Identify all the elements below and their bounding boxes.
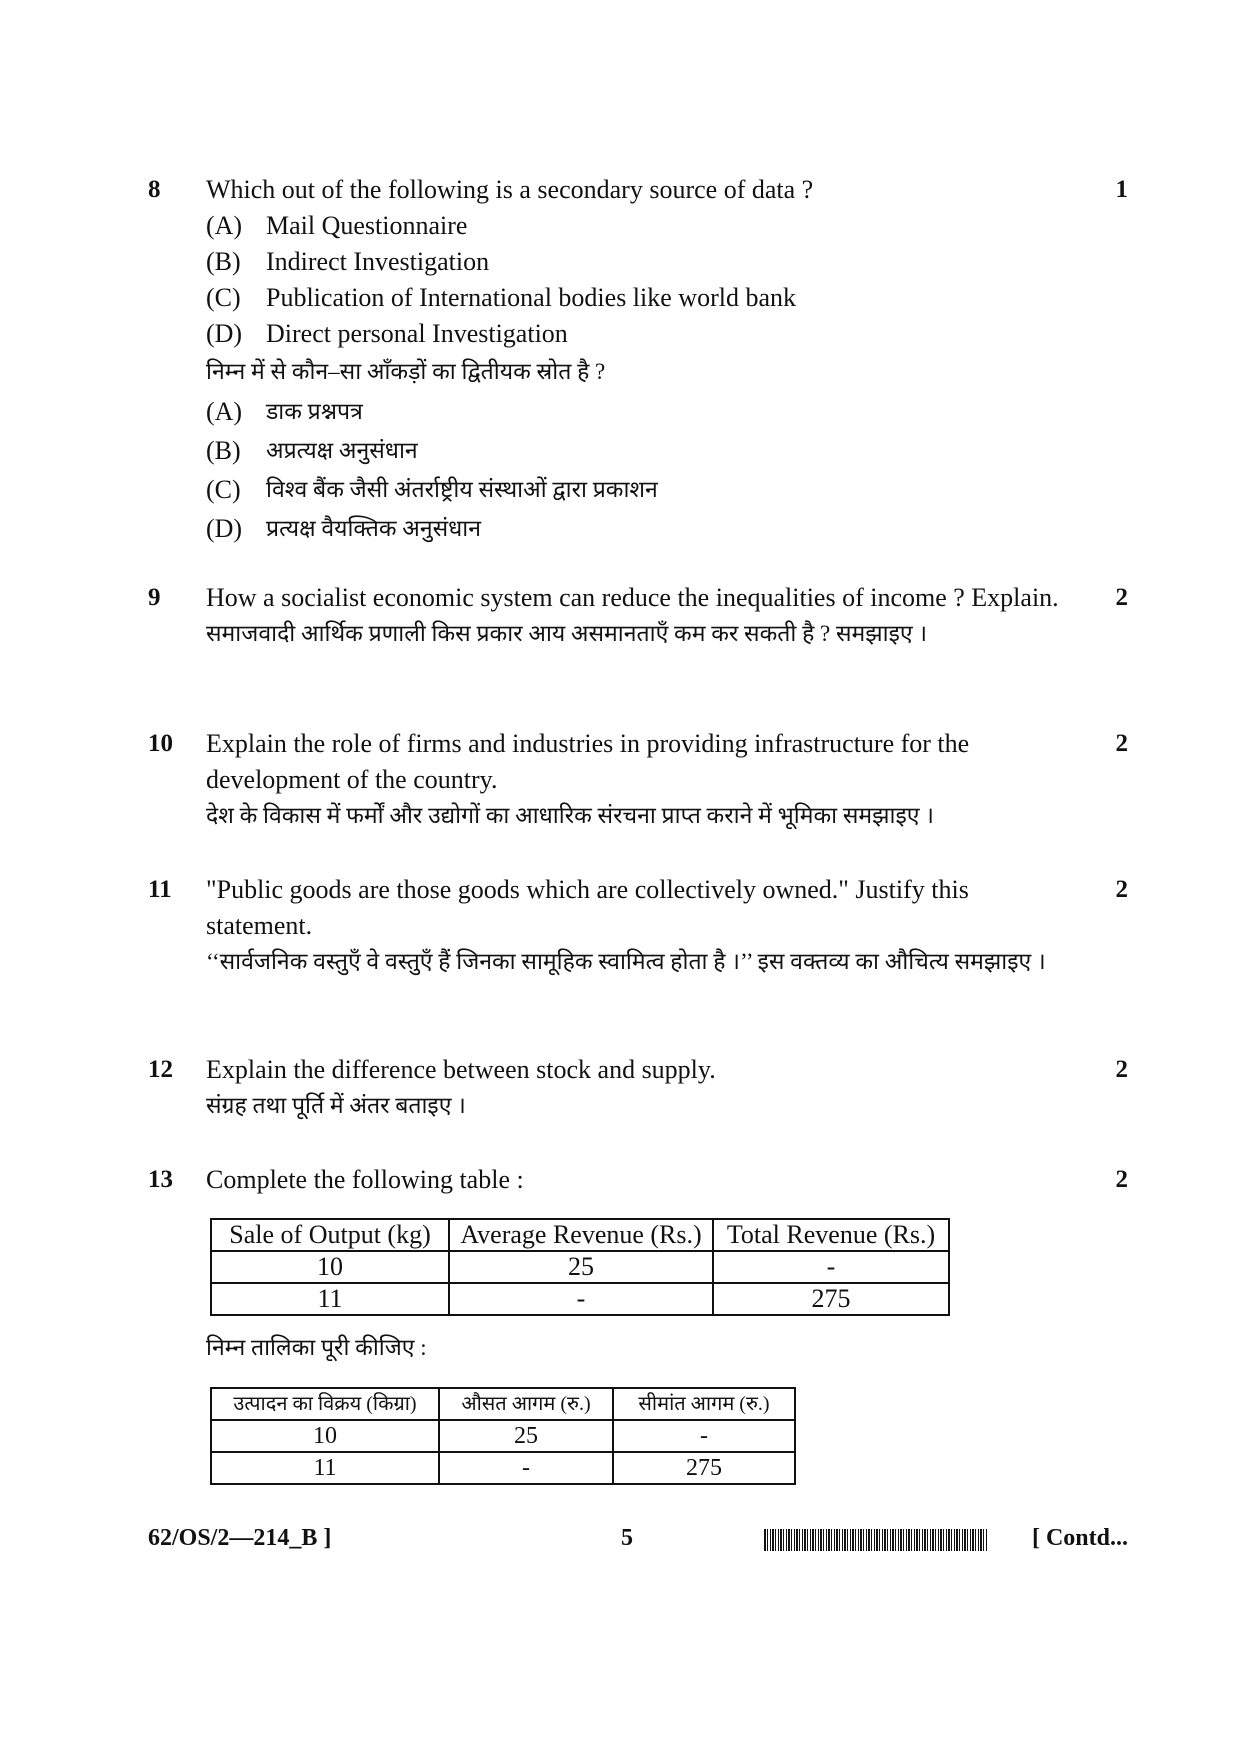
option-en-d — [206, 316, 1068, 352]
question-marks: 1 — [1115, 176, 1128, 203]
question-marks: 2 — [1115, 876, 1128, 903]
table-header: Sale of Output (kg) — [211, 1219, 449, 1251]
question-8 — [148, 172, 1128, 548]
option-hi-c — [206, 470, 1068, 509]
table-header: Total Revenue (Rs.) — [713, 1219, 949, 1251]
table-cell: 10 — [211, 1251, 449, 1283]
option-hi-d — [206, 509, 1068, 548]
option-label: (D) — [206, 514, 243, 543]
option-label: (B) — [206, 247, 241, 276]
question-body — [206, 580, 1068, 652]
table-cell: - — [439, 1452, 613, 1484]
table-header: Average Revenue (Rs.) — [449, 1219, 713, 1251]
question-13-text-hi: निम्न तालिका पूरी कीजिए : — [206, 1335, 427, 1360]
option-text: विश्व बैंक जैसी अंतर्राष्ट्रीय संस्थाओं द्वारा प्रकाशन — [266, 477, 658, 502]
option-label: (B) — [206, 436, 241, 465]
table-cell: 25 — [439, 1420, 613, 1452]
revenue-table-hi — [210, 1387, 796, 1485]
option-en-b — [206, 244, 1068, 280]
question-number: 9 — [148, 584, 161, 611]
question-text-en: Explain the role of firms and industries in providing infrastructure for the development of the country. — [206, 729, 970, 794]
option-text: Direct personal Investigation — [266, 319, 568, 348]
option-text: डाक प्रश्नपत्र — [266, 399, 363, 424]
option-text: अप्रत्यक्ष अनुसंधान — [266, 438, 418, 463]
question-number: 12 — [148, 1056, 173, 1083]
table-cell: - — [613, 1420, 795, 1452]
question-body — [206, 726, 1068, 834]
table-cell: 10 — [211, 1420, 439, 1452]
question-11 — [148, 872, 1128, 980]
page-number: 5 — [621, 1525, 633, 1551]
question-number: 13 — [148, 1166, 173, 1193]
question-body — [206, 1162, 1068, 1198]
question-text-hi: ‘‘सार्वजनिक वस्तुएँ वे वस्तुएँ हैं जिनका सामूहिक स्वामित्व होता है ।’’ इस वक्तव्य का औचित्य समझाइए । — [206, 949, 1046, 974]
option-hi-a — [206, 392, 1068, 431]
question-body — [206, 872, 1068, 980]
question-marks: 2 — [1115, 584, 1128, 611]
option-en-a — [206, 208, 1068, 244]
option-text: प्रत्यक्ष वैयक्तिक अनुसंधान — [266, 516, 482, 541]
question-text-hi: संग्रह तथा पूर्ति में अंतर बताइए । — [206, 1093, 466, 1118]
question-10 — [148, 726, 1128, 834]
question-text-en: Complete the following table : — [206, 1165, 524, 1194]
table-row — [211, 1420, 795, 1452]
table-header-row — [211, 1219, 949, 1251]
question-9 — [148, 580, 1128, 652]
table-row — [211, 1283, 949, 1315]
table-cell: 25 — [449, 1251, 713, 1283]
question-text-en: "Public goods are those goods which are collectively owned." Justify this statement. — [206, 875, 969, 940]
table-cell: - — [713, 1251, 949, 1283]
option-en-c — [206, 280, 1068, 316]
table-cell: 275 — [713, 1283, 949, 1315]
option-label: (D) — [206, 319, 243, 348]
continued-label: [ Contd... — [1031, 1525, 1128, 1551]
paper-code: 62/OS/2—214_B ] — [148, 1525, 332, 1551]
page-footer — [148, 1525, 1128, 1565]
table-row — [211, 1251, 949, 1283]
question-text-en: How a socialist economic system can reduce the inequalities of income ? Explain. — [206, 583, 1059, 612]
question-text-hi: निम्न में से कौन–सा आँकड़ों का द्वितीयक स्रोत है ? — [206, 359, 606, 384]
table-cell: 11 — [211, 1452, 439, 1484]
question-text-en: Which out of the following is a secondary source of data ? — [206, 175, 814, 204]
question-marks: 2 — [1115, 730, 1128, 757]
question-13 — [148, 1162, 1128, 1198]
option-text: Indirect Investigation — [266, 247, 490, 276]
question-12 — [148, 1052, 1128, 1124]
barcode-icon — [764, 1529, 988, 1551]
question-number: 11 — [148, 876, 172, 903]
table-cell: 275 — [613, 1452, 795, 1484]
table-header-row — [211, 1388, 795, 1420]
question-text-en: Explain the difference between stock and supply. — [206, 1055, 716, 1084]
table-header: उत्पादन का विक्रय (किग्रा) — [211, 1388, 439, 1420]
table-cell: - — [449, 1283, 713, 1315]
option-label: (A) — [206, 211, 243, 240]
question-number: 10 — [148, 730, 173, 757]
option-text: Publication of International bodies like world bank — [266, 283, 796, 312]
question-text-hi: समाजवादी आर्थिक प्रणाली किस प्रकार आय असमानताएँ कम कर सकती है ? समझाइए । — [206, 621, 928, 646]
question-body — [206, 1052, 1068, 1124]
revenue-table-en — [210, 1218, 950, 1316]
option-label: (A) — [206, 397, 243, 426]
table-row — [211, 1452, 795, 1484]
question-number: 8 — [148, 176, 161, 203]
question-marks: 2 — [1115, 1056, 1128, 1083]
option-text: Mail Questionnaire — [266, 211, 468, 240]
question-body — [206, 172, 1068, 548]
option-label: (C) — [206, 283, 241, 312]
table-header: औसत आगम (रु.) — [439, 1388, 613, 1420]
table-cell: 11 — [211, 1283, 449, 1315]
option-label: (C) — [206, 475, 241, 504]
table-header: सीमांत आगम (रु.) — [613, 1388, 795, 1420]
question-marks: 2 — [1115, 1166, 1128, 1193]
option-hi-b — [206, 431, 1068, 470]
question-text-hi: देश के विकास में फर्मों और उद्योगों का आधारिक संरचना प्राप्त कराने में भूमिका समझाइए । — [206, 803, 934, 828]
